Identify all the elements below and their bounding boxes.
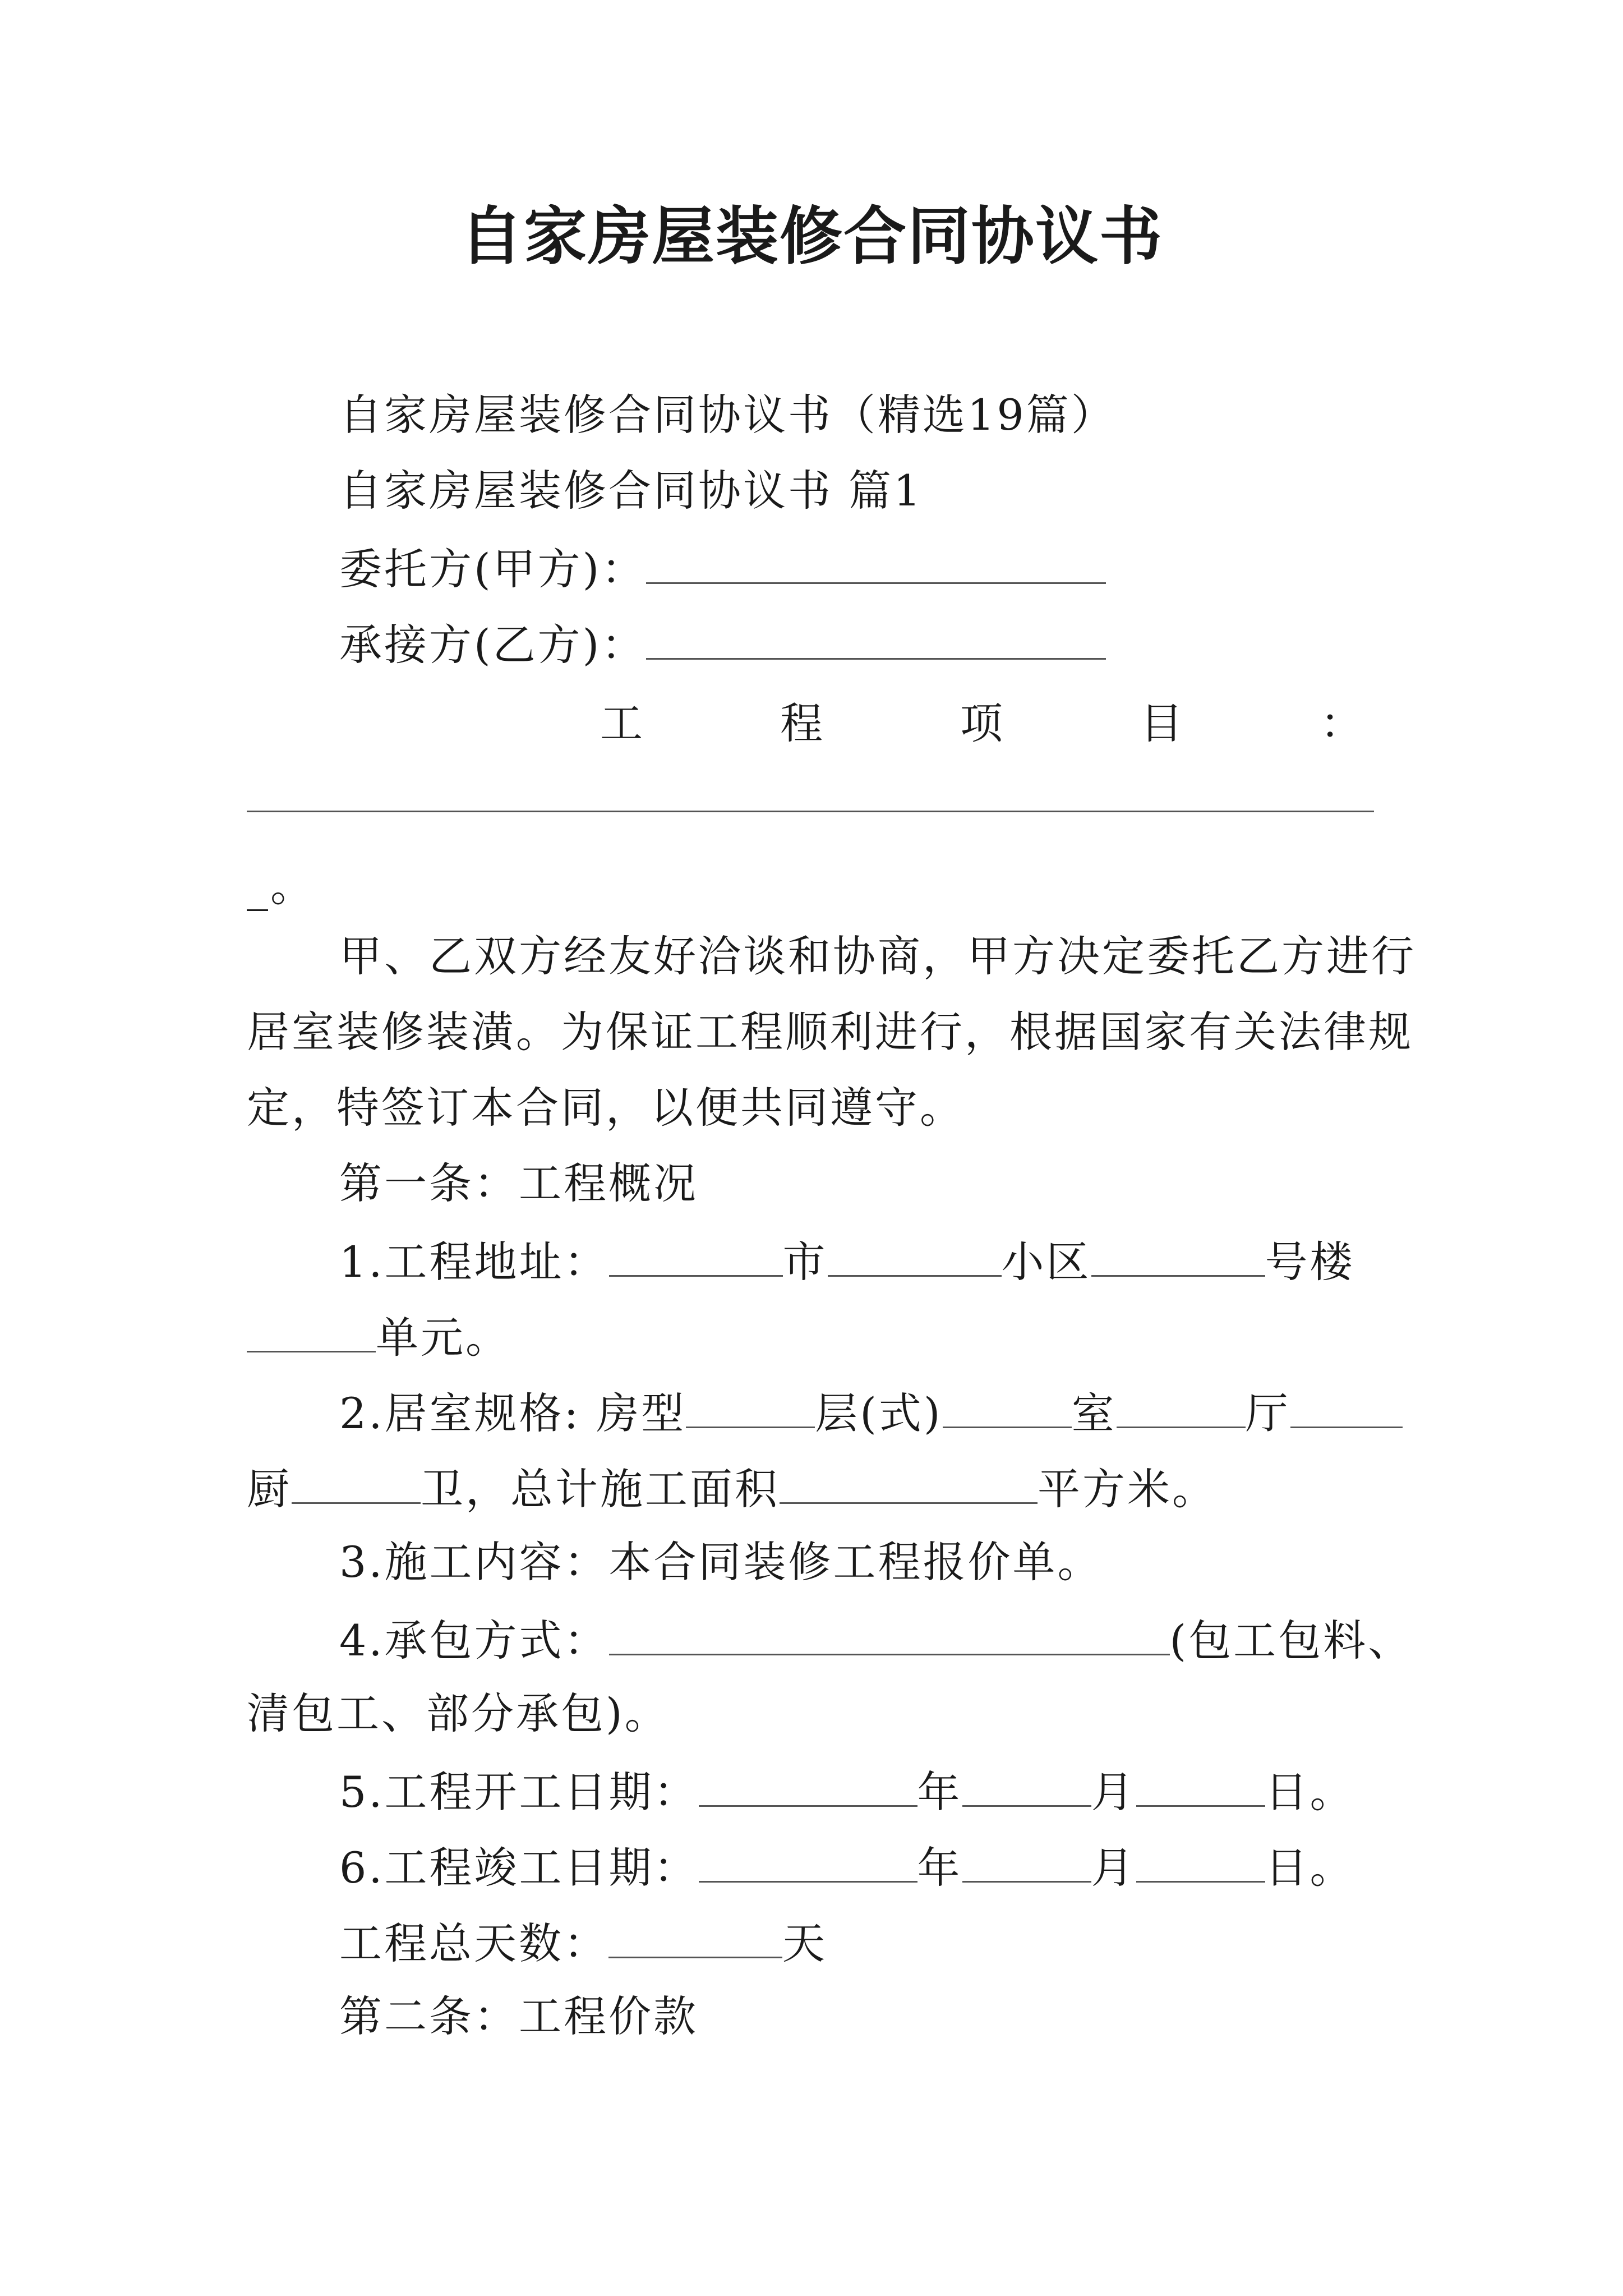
start-year-blank[interactable] (699, 1761, 917, 1807)
area-blank[interactable] (780, 1458, 1038, 1504)
project-blank[interactable] (247, 811, 1374, 812)
district-blank[interactable] (828, 1231, 1002, 1277)
party-b-blank[interactable] (646, 614, 1106, 660)
address-line: 1.工程地址： 市 小区 号楼 (339, 1231, 1355, 1290)
spec-line-2: 厨 卫，总计施工面积 平方米。 (247, 1458, 1217, 1517)
room-blank[interactable] (943, 1383, 1072, 1428)
end-month-blank[interactable] (962, 1837, 1091, 1883)
contract-line-2: 清包工、部分承包)。 (247, 1688, 670, 1738)
party-a-line (339, 539, 1106, 597)
end-year-blank[interactable] (699, 1837, 917, 1883)
intro-line-3: 定，特签订本合同，以便共同遵守。 (247, 1083, 965, 1133)
party-a-label: 委托方(甲方)： (339, 544, 647, 594)
kitchen-blank[interactable] (1290, 1383, 1403, 1428)
total-days-line: 工程总天数： 天 (339, 1913, 827, 1972)
address-line-2: 单元。 (247, 1307, 510, 1366)
floor-blank[interactable] (686, 1383, 815, 1428)
unit-blank[interactable] (247, 1307, 376, 1352)
party-a-blank[interactable] (646, 539, 1106, 584)
total-days-blank[interactable] (608, 1913, 782, 1958)
article-1-heading: 第一条：工程概况 (339, 1158, 698, 1208)
party-b-label: 承接方(乙方)： (339, 620, 647, 670)
start-month-blank[interactable] (962, 1761, 1091, 1807)
subtitle: 自家房屋装修合同协议书（精选19篇） (339, 390, 1116, 440)
project-label: 工 程 项 目 ： (600, 698, 1363, 748)
project-end: _。 (247, 861, 315, 911)
bath-blank[interactable] (292, 1458, 421, 1504)
content-line: 3.施工内容：本合同装修工程报价单。 (339, 1537, 1103, 1587)
contract-line: 4.承包方式： (包工包料、 (339, 1610, 1413, 1669)
part-heading: 自家房屋装修合同协议书 篇1 (339, 466, 923, 516)
party-b-line (339, 614, 1106, 673)
building-blank[interactable] (1091, 1231, 1265, 1277)
intro-line-2: 居室装修装潢。为保证工程顺利进行，根据国家有关法律规 (247, 1007, 1413, 1057)
article-2-heading: 第二条：工程价款 (339, 1991, 698, 2041)
document-title: 自家房屋装修合同协议书 (460, 200, 1163, 273)
end-day-blank[interactable] (1136, 1837, 1265, 1883)
contract-blank[interactable] (609, 1610, 1170, 1655)
start-date-line: 5.工程开工日期： 年 月 日。 (339, 1761, 1355, 1820)
city-blank[interactable] (609, 1231, 783, 1277)
end-date-line: 6.工程竣工日期： 年 月 日。 (339, 1837, 1355, 1896)
intro-line-1: 甲、乙双方经友好洽谈和协商，甲方决定委托乙方进行 (339, 931, 1416, 981)
start-day-blank[interactable] (1136, 1761, 1265, 1807)
spec-line: 2.居室规格: 房型 层(式) 室 厅 (339, 1383, 1403, 1442)
hall-blank[interactable] (1117, 1383, 1246, 1428)
